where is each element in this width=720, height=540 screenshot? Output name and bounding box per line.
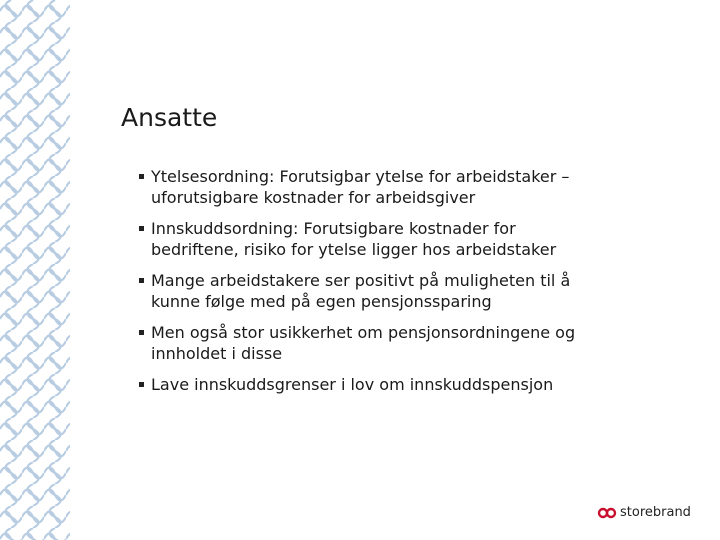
bullet-item — [138, 166, 698, 208]
bullet-text-line: Ytelsesordning: Forutsigbar ytelse for arbeidstaker – — [151, 167, 570, 186]
bullet-item — [138, 218, 698, 260]
bullet-item — [138, 374, 698, 395]
bullet-text-line: Innskuddsordning: Forutsigbare kostnader for — [151, 219, 516, 238]
swirl-pattern-icon — [0, 0, 70, 540]
bullet-text-line: Men også stor usikkerhet om pensjonsordningene og — [151, 323, 576, 342]
storebrand-logo-icon — [597, 507, 617, 519]
bullet-text-line: uforutsigbare kostnader for arbeidsgiver — [151, 188, 476, 207]
bullet-text-line: Lave innskuddsgrenser i lov om innskuddspensjon — [151, 375, 554, 394]
storebrand-logo — [597, 505, 691, 520]
bullet-text-line: Mange arbeidstakere ser positivt på muligheten til å — [151, 271, 571, 290]
bullet-square-icon — [139, 226, 144, 231]
bullet-item — [138, 322, 698, 364]
bullet-item — [138, 270, 698, 312]
bullet-text-line: bedriftene, risiko for ytelse ligger hos arbeidstaker — [151, 240, 557, 259]
decorative-pattern — [0, 0, 70, 540]
bullet-square-icon — [139, 382, 144, 387]
logo-ring-right — [607, 509, 615, 517]
bullet-square-icon — [139, 278, 144, 283]
logo-text: storebrand — [620, 505, 691, 520]
slide-title: Ansatte — [121, 103, 218, 132]
bullet-list — [138, 166, 698, 405]
logo-ring-left — [599, 509, 607, 517]
bullet-square-icon — [139, 330, 144, 335]
bullet-square-icon — [139, 174, 144, 179]
bullet-text-line: kunne følge med på egen pensjonssparing — [151, 292, 492, 311]
bullet-text-line: innholdet i disse — [151, 344, 283, 363]
